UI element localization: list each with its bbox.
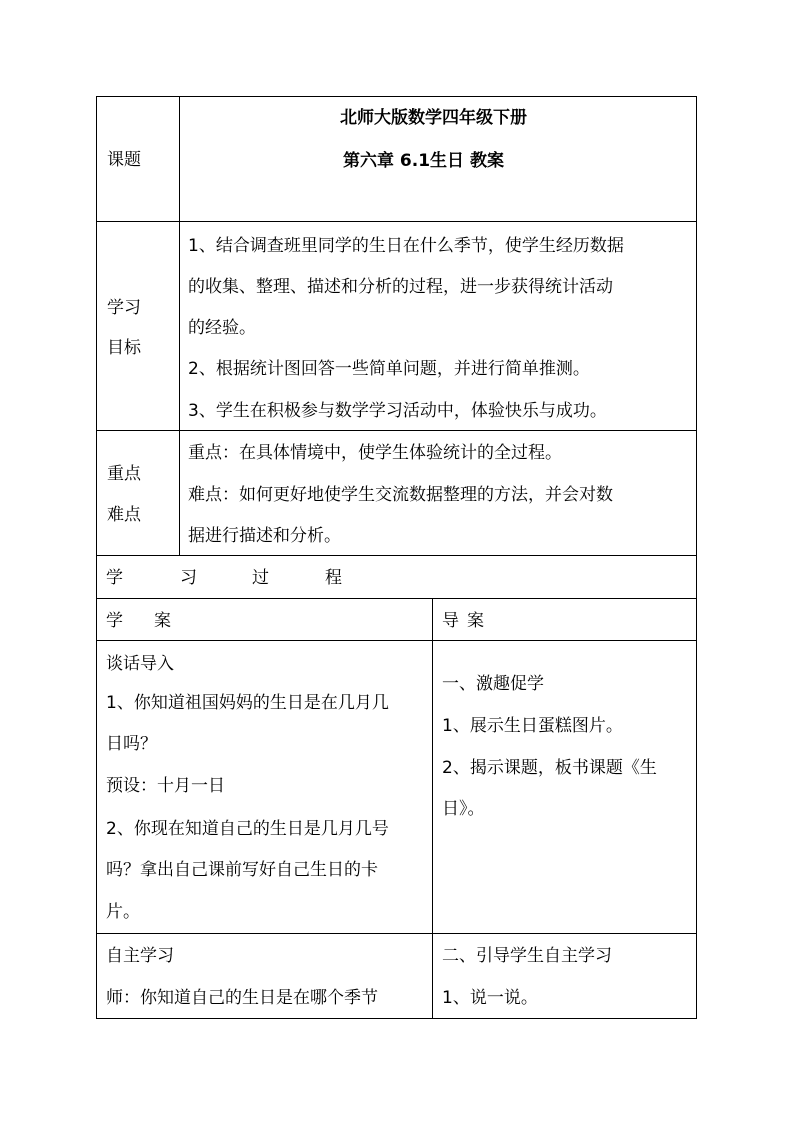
section1-left-line: 吗？拿出自己课前写好自己生日的卡 [106,860,378,880]
goals-text-line: 3、学生在积极参与数学学习活动中，体验快乐与成功。 [188,401,607,421]
topic-label: 课题 [107,150,141,170]
table-border-left [96,96,97,1019]
section2-left-line: 自主学习 [106,946,174,966]
goals-text-line: 的经验。 [188,318,256,338]
section1-left-line: 日吗？ [106,734,157,754]
row-divider [96,555,697,556]
section2-right-line: 1、说一说。 [442,988,538,1008]
section2-left-line: 师：你知道自己的生日是在哪个季节 [106,988,378,1008]
section2-right-line: 二、引导学生自主学习 [442,946,612,966]
row-divider [96,598,697,599]
section1-left-line: 预设：十月一日 [106,776,225,796]
goals-text-line: 的收集、整理、描述和分析的过程，进一步获得统计活动 [188,277,613,297]
process-heading-char: 习 [180,568,197,588]
document-subtitle: 第六章 6.1生日 教案 [343,151,504,171]
section1-left-line: 1、你知道祖国妈妈的生日是在几月几 [106,693,389,713]
section1-left-line: 片。 [106,902,140,922]
column-header-char: 学 [106,611,123,631]
key-text-line: 重点：在具体情境中，使学生体验统计的全过程。 [188,443,562,463]
section1-right-line: 2、揭示课题，板书课题《生 [442,758,657,778]
section1-left-line: 谈话导入 [106,654,174,674]
column-header-char: 案 [154,611,171,631]
process-heading-char: 学 [106,568,123,588]
goals-label-line2: 目标 [107,338,141,358]
key-label-line2: 难点 [107,505,141,525]
key-text-line: 难点：如何更好地使学生交流数据整理的方法，并会对数 [188,485,613,505]
column-header-char: 导 [442,611,459,631]
process-heading-char: 程 [325,568,342,588]
row-divider [96,933,697,934]
row-divider [96,221,697,222]
row-divider [96,640,697,641]
goals-label-line1: 学习 [107,298,141,318]
section1-left-line: 2、你现在知道自己的生日是几月几号 [106,819,389,839]
goals-text-line: 2、根据统计图回答一些简单问题，并进行简单推测。 [188,359,590,379]
table-border-top [96,96,697,97]
label-column-divider [179,96,180,555]
key-text-line: 据进行描述和分析。 [188,526,341,546]
section1-right-line: 日》。 [442,799,485,819]
document-title: 北师大版数学四年级下册 [340,108,527,128]
table-border-bottom [96,1018,697,1019]
row-divider [96,430,697,431]
process-heading-char: 过 [252,568,269,588]
section1-right-line: 一、激趣促学 [442,674,544,694]
column-header-char: 案 [467,611,484,631]
section1-right-line: 1、展示生日蛋糕图片。 [442,716,623,736]
goals-text-line: 1、结合调查班里同学的生日在什么季节，使学生经历数据 [188,236,624,256]
middle-column-divider [432,598,433,1019]
key-label-line1: 重点 [107,464,141,484]
table-border-right [696,96,697,1019]
